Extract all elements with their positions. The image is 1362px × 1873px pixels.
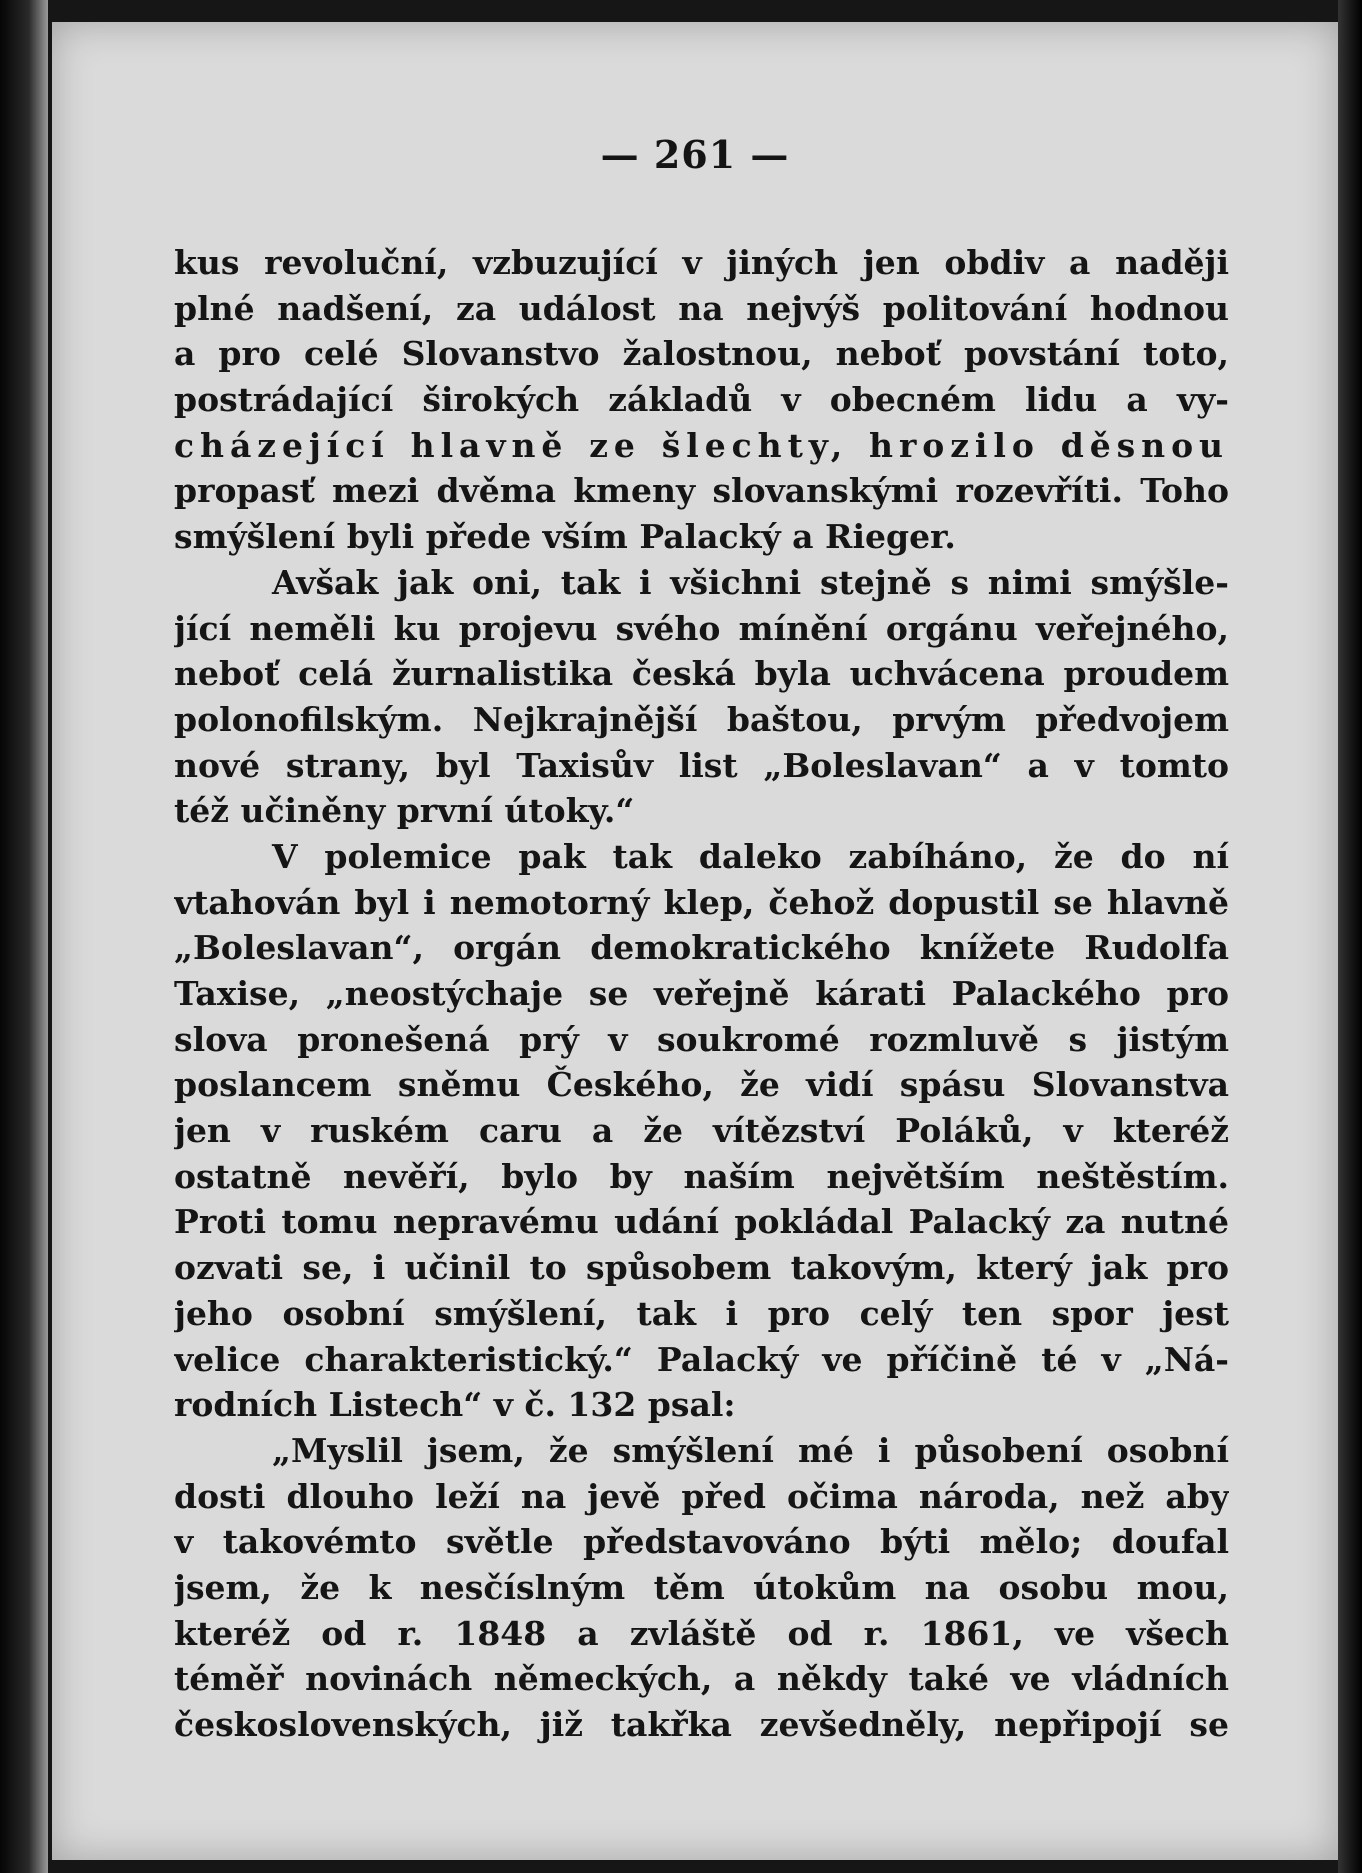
text-line: Proti tomu nepravému udání pokládal Palacký za nutné — [174, 1202, 1229, 1242]
text-line: vtahován byl i nemotorný klep, čehož dopustil se hlavně — [174, 882, 1229, 922]
text-line: slova pronešená prý v soukromé rozmluvě s jistým — [174, 1019, 1229, 1059]
text-line: postrádající širokých základů v obecném lidu a vy- — [174, 380, 1229, 420]
text-line: též učiněny první útoky.“ — [174, 791, 635, 831]
text-line: a pro celé Slovanstvo žalostnou, neboť povstání toto, — [174, 334, 1229, 374]
text-line: smýšlení byli přede vším Palacký a Rieger. — [174, 517, 956, 557]
text-line: jsem, že k nesčíslným těm útokům na osobu mou, — [174, 1567, 1229, 1607]
text-line: československých, již takřka zevšedněly, nepřipojí se — [174, 1705, 1229, 1744]
text-line: rodních Listech“ v č. 132 psal: — [174, 1385, 736, 1425]
text-line: Taxise, „neostýchaje se veřejně kárati Palackého pro — [174, 974, 1229, 1013]
text-line: dosti dlouho leží na jevě před očima národa, než aby — [174, 1476, 1229, 1516]
text-line: neboť celá žurnalistika česká byla uchvácena proudem — [174, 654, 1229, 694]
text-line: kus revoluční, vzbuzující v jiných jen obdiv a naději — [174, 243, 1229, 282]
text-line: velice charakteristický.“ Palacký ve příčině té v „Ná- — [174, 1339, 1229, 1379]
text-line: jící neměli ku projevu svého mínění orgánu veřejného, — [174, 608, 1229, 648]
text-line: V polemice pak tak daleko zabíháno, že do ní — [272, 836, 1229, 876]
text-line: propasť mezi dvěma kmeny slovanskými rozevříti. Toho — [174, 471, 1229, 511]
page-number: — 261 — — [600, 132, 790, 177]
text-line: cházející hlavně ze šlechty, hrozilo děsnou — [174, 425, 1229, 465]
text-line: kteréž od r. 1848 a zvláště od r. 1861, ve všech — [174, 1613, 1229, 1653]
text-line: ozvati se, i učinil to spůsobem takovým, který jak pro — [174, 1248, 1229, 1288]
body-text — [174, 240, 1229, 1748]
text-line: jeho osobní smýšlení, tak i pro celý ten spor jest — [174, 1293, 1229, 1333]
book-page — [52, 22, 1338, 1860]
text-line: plné nadšení, za událost na nejvýš politování hodnou — [174, 288, 1229, 328]
text-line: ostatně nevěří, bylo by naším největším neštěstím. — [174, 1156, 1229, 1196]
text-line: v takovémto světle představováno býti mělo; doufal — [174, 1522, 1229, 1562]
text-line: téměř novinách německých, a někdy také ve vládních — [174, 1659, 1229, 1699]
text-line: „Myslil jsem, že smýšlení mé i působení osobní — [272, 1430, 1229, 1470]
text-line: jen v ruském caru a že vítězství Poláků, v kteréž — [174, 1111, 1229, 1151]
scan-right-border — [1338, 0, 1362, 1873]
text-line: nové strany, byl Taxisův list „Boleslavan“ a v tomto — [174, 745, 1229, 785]
text-line: polonofilským. Nejkrajnější baštou, prvým předvojem — [174, 699, 1229, 739]
text-line: Avšak jak oni, tak i všichni stejně s nimi smýšle- — [272, 562, 1229, 602]
text-line: „Boleslavan“, orgán demokratického knížete Rudolfa — [174, 928, 1229, 968]
book-spine-edge — [0, 0, 48, 1873]
text-line: poslancem sněmu Českého, že vidí spásu Slovanstva — [174, 1065, 1229, 1105]
